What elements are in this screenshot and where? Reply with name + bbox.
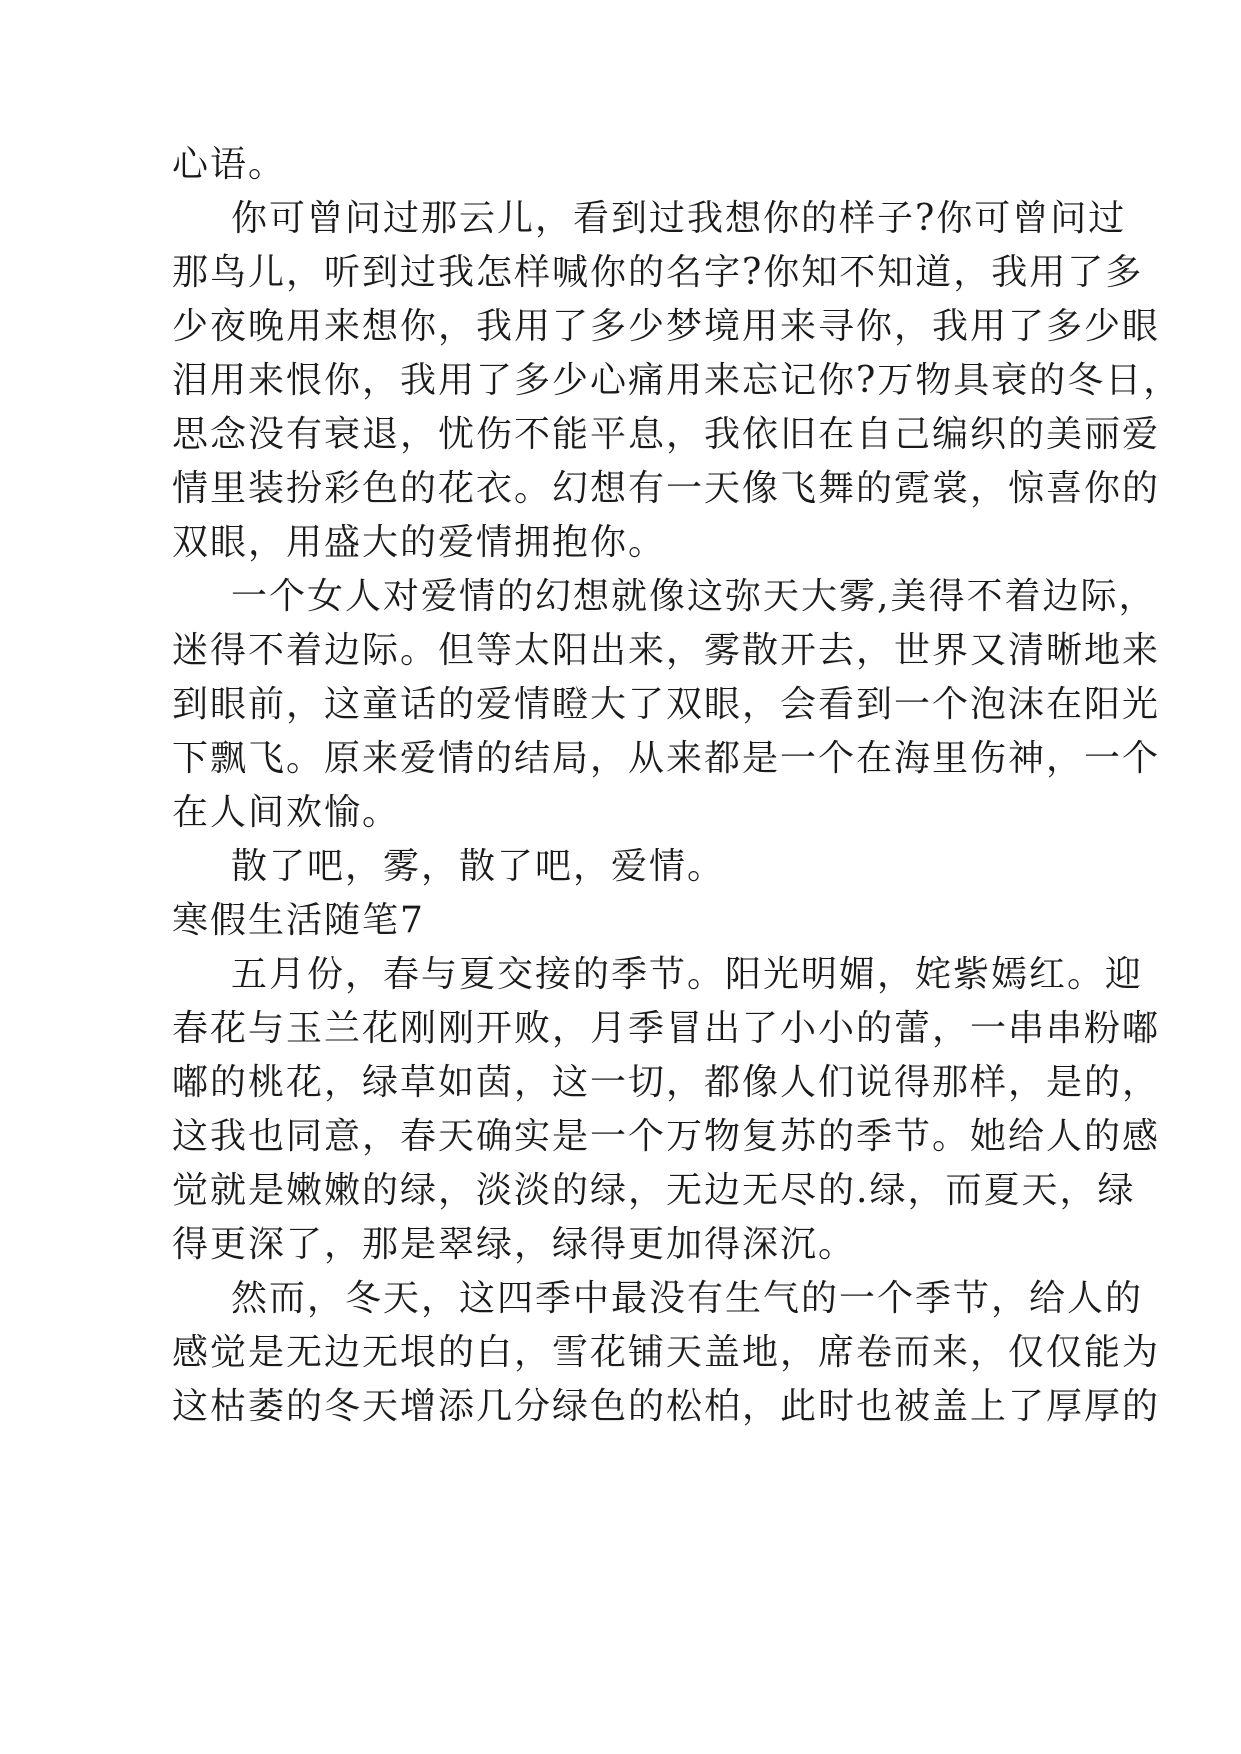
paragraph-first-line: 你可曾问过那云儿，看到过我想你的样子?你可曾问过 [231,198,1127,239]
text-line: 心语。 [172,144,287,185]
text-line: 到眼前，这童话的爱情瞪大了双眼，会看到一个泡沫在阳光 [172,684,1161,725]
paragraph-first-line: 五月份，春与夏交接的季节。阳光明媚，姹紫嫣红。迎 [231,954,1144,995]
text-line: 这我也同意，春天确实是一个万物复苏的季节。她给人的感 [172,1116,1161,1157]
text-line: 这枯萎的冬天增添几分绿色的松柏，此时也被盖上了厚厚的 [172,1386,1161,1427]
text-line: 双眼，用盛大的爱情拥抱你。 [172,522,667,563]
text-line: 春花与玉兰花刚刚开败，月季冒出了小小的蕾，一串串粉嘟 [172,1008,1161,1049]
text-line: 得更深了，那是翠绿，绿得更加得深沉。 [172,1224,857,1265]
text-line: 情里装扮彩色的花衣。幻想有一天像飞舞的霓裳，惊喜你的 [172,468,1161,509]
paragraph-first-line: 散了吧，雾，散了吧，爱情。 [231,846,726,887]
text-line: 少夜晚用来想你，我用了多少梦境用来寻你，我用了多少眼 [172,306,1161,347]
text-line: 思念没有衰退，忧伤不能平息，我依旧在自己编织的美丽爱 [172,414,1161,455]
text-line: 嘟的桃花，绿草如茵，这一切，都像人们说得那样，是的， [172,1062,1161,1103]
text-line: 泪用来恨你，我用了多少心痛用来忘记你?万物具衰的冬日， [172,360,1182,401]
text-line: 在人间欢愉。 [172,792,401,833]
text-line: 那鸟儿，听到过我怎样喊你的名字?你知不知道，我用了多 [172,252,1144,293]
text-line: 迷得不着边际。但等太阳出来，雾散开去，世界又清晰地来 [172,630,1161,671]
paragraph-first-line: 然而，冬天，这四季中最没有生气的一个季节，给人的 [231,1278,1144,1319]
text-line: 下飘飞。原来爱情的结局，从来都是一个在海里伤神，一个 [172,738,1161,779]
paragraph-first-line: 一个女人对爱情的幻想就像这弥天大雾,美得不着边际， [231,576,1157,617]
text-line: 感觉是无边无垠的白，雪花铺天盖地，席卷而来，仅仅能为 [172,1332,1161,1373]
section-heading: 寒假生活随笔7 [172,900,425,941]
text-line: 觉就是嫩嫩的绿，淡淡的绿，无边无尽的.绿，而夏天，绿 [172,1170,1136,1211]
